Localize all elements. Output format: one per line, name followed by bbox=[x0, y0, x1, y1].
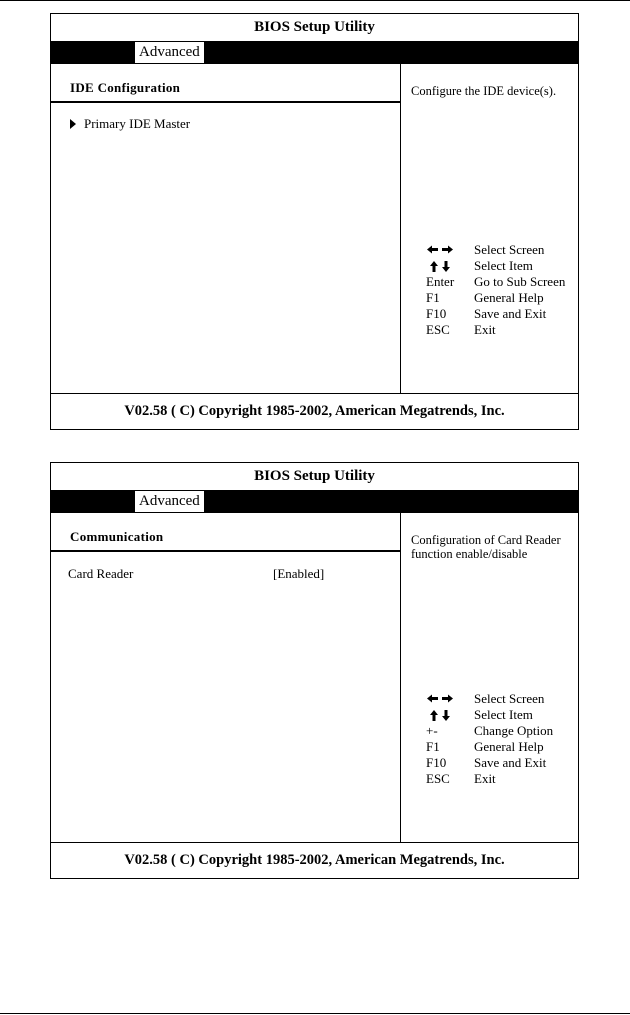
section-divider bbox=[51, 101, 400, 103]
help-text: Configuration of Card Reader function enable/disable bbox=[411, 533, 561, 561]
key-label: F1 bbox=[426, 739, 440, 754]
bios-title: BIOS Setup Utility bbox=[254, 19, 375, 35]
key-desc: Exit bbox=[474, 322, 496, 337]
key-label: F10 bbox=[426, 306, 447, 321]
help-pane bbox=[401, 64, 578, 393]
setting-label: Card Reader bbox=[68, 566, 134, 581]
menu-item-primary-ide-master[interactable] bbox=[70, 116, 190, 132]
key-label: F10 bbox=[426, 755, 447, 770]
tab-advanced[interactable]: Advanced bbox=[135, 491, 204, 512]
key-desc: Select Item bbox=[474, 258, 533, 273]
key-label: Enter bbox=[426, 274, 455, 289]
key-desc: Save and Exit bbox=[474, 755, 547, 770]
setting-card-reader[interactable] bbox=[68, 566, 398, 582]
menu-bar bbox=[51, 41, 578, 64]
key-desc: Go to Sub Screen bbox=[474, 274, 566, 289]
copyright-footer: V02.58 ( C) Copyright 1985-2002, American Megatrends, Inc. bbox=[51, 842, 578, 878]
bios-screen-ide bbox=[50, 13, 579, 430]
submenu-arrow-icon bbox=[70, 119, 76, 129]
key-label: F1 bbox=[426, 290, 440, 305]
key-desc: Select Screen bbox=[474, 691, 545, 706]
key-label: ESC bbox=[426, 771, 450, 786]
section-divider bbox=[51, 550, 400, 552]
section-title: IDE Configuration bbox=[70, 80, 181, 95]
key-label: ESC bbox=[426, 322, 450, 337]
left-right-arrows-icon bbox=[426, 242, 472, 254]
key-label: +- bbox=[426, 723, 438, 738]
tab-advanced[interactable]: Advanced bbox=[135, 42, 204, 63]
menu-item-label: Primary IDE Master bbox=[84, 116, 191, 131]
page-bottom-rule bbox=[0, 1013, 630, 1014]
key-desc: Exit bbox=[474, 771, 496, 786]
key-desc: Save and Exit bbox=[474, 306, 547, 321]
settings-pane bbox=[51, 513, 401, 842]
key-desc: Change Option bbox=[474, 723, 554, 738]
page-top-rule bbox=[0, 0, 630, 1]
key-desc: Select Item bbox=[474, 707, 533, 722]
left-right-arrows-icon bbox=[426, 691, 472, 703]
menu-bar bbox=[51, 490, 578, 513]
bios-title: BIOS Setup Utility bbox=[254, 468, 375, 484]
up-down-arrows-icon bbox=[426, 707, 472, 721]
key-desc: Select Screen bbox=[474, 242, 545, 257]
copyright-footer: V02.58 ( C) Copyright 1985-2002, American Megatrends, Inc. bbox=[51, 393, 578, 429]
setting-value[interactable]: [Enabled] bbox=[273, 566, 325, 581]
settings-pane bbox=[51, 64, 401, 393]
help-text: Configure the IDE device(s). bbox=[411, 84, 557, 98]
key-desc: General Help bbox=[474, 739, 544, 754]
key-desc: General Help bbox=[474, 290, 544, 305]
bios-screen-communication bbox=[50, 462, 579, 879]
section-title: Communication bbox=[70, 529, 164, 544]
up-down-arrows-icon bbox=[426, 258, 472, 272]
help-pane bbox=[401, 513, 578, 842]
